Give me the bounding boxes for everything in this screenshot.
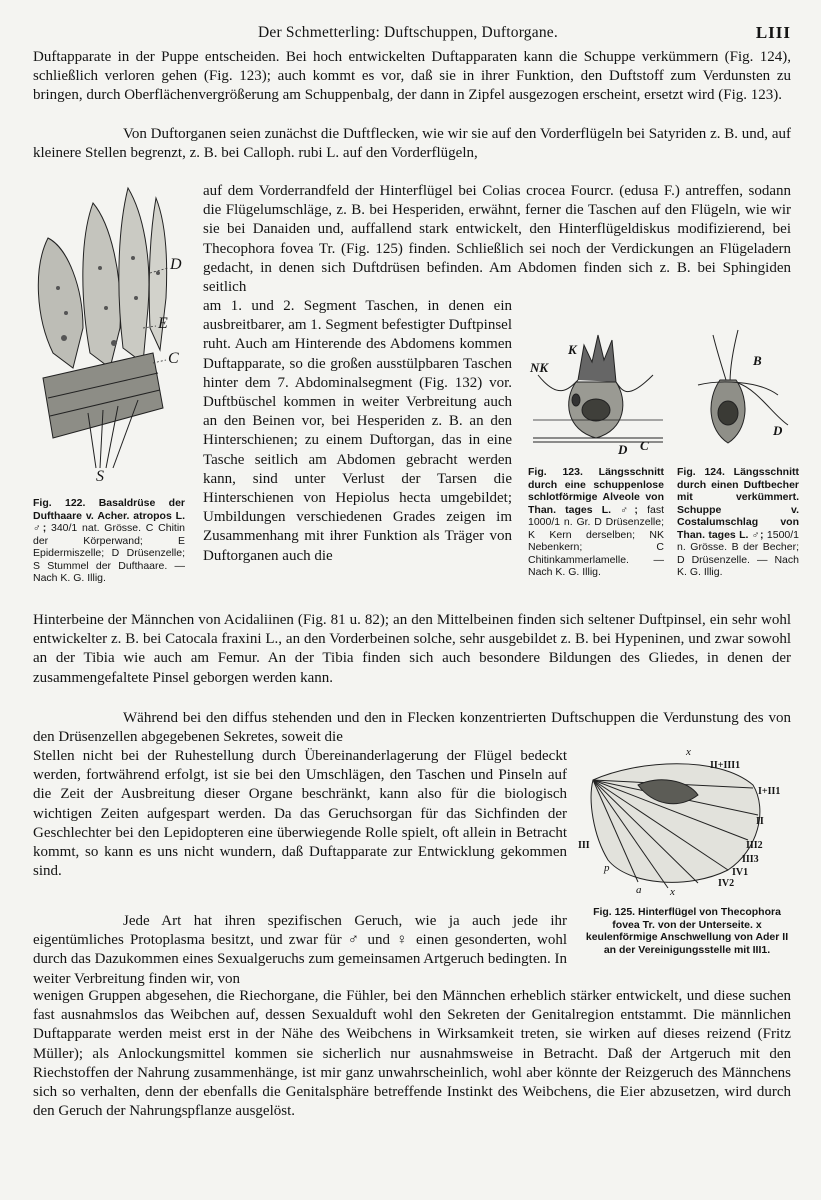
figure-125-label-x-top: x (686, 746, 691, 758)
figure-122-drawing (28, 178, 198, 488)
figure-125-label-ii-iii1: II+III1 (710, 760, 741, 771)
figure-125-label-iii: III (578, 840, 590, 851)
figure-124-caption (677, 466, 799, 579)
figure-123-caption (528, 466, 664, 579)
paragraph-3-narrow-text: Stellen nicht bei der Ruhestellung durch Übereinanderlagerung der Flügel bedeckt werden, fortwährend erfolgt, ist sie bei den Umschlägen, den Taschen und Pinseln auf die Zeit der Ausbreitung dieser Organe beschränkt, kann also für die biologisch wichtigen Zeiten aufgespart werden. Da das Geruchsorgan für das Sichfinden der Geschlechter bei den Lepidopteren eine überwiegende Rolle spielt, oft allein in Betracht kommt, so kann es uns nicht wundern, daß Duftapparate zur Entwicklung gekommen sind. (33, 748, 567, 880)
paragraph-2-bottom-text: Hinterbeine der Männchen von Acidaliinen (Fig. 81 u. 82); an den Mittelbeinen finden sich seltener Duftpinsel, ein sehr wohl entwickelter z. B. bei Catocala fraxini L., an den Vorderbeinen solche, sehr ausgebildet z. B. bei Hypeninen, und zwar sowohl an der Tibia wie auch am Femur. An der Tibia finden sich auch besondere Bildungen des Gliedes, in denen der zusammengefaltete Pinsel geborgen werden kann. (33, 612, 791, 686)
figure-124-label-d: D (773, 423, 783, 438)
figure-122-label-s: S (96, 468, 104, 485)
figure-122 (28, 178, 198, 488)
figure-123-label-c: C (640, 438, 649, 453)
paragraph-3-top-text: Während bei den diffus stehenden und den in Flecken konzentrierten Duftschuppen die Verdunstung des von den Drüsenzellen abgegebenen Sekretes, soweit die (33, 710, 791, 746)
figure-124 (678, 325, 798, 460)
figure-125-label-iv2: IV2 (718, 878, 735, 889)
paragraph-3-narrow (33, 747, 567, 881)
figure-122-caption (33, 497, 185, 585)
figure-125-label-x-bottom: x (670, 886, 675, 898)
paragraph-4-bottom-text: wenigen Gruppen abgesehen, die Riechorgane, die Fühler, bei den Männchen erheblich stärker entwickelt, und diese suchen fast ausnahmslos das Weibchen auf, dessen Sexualduft wohl den Sekreten der Genitalregion entstammt. Die männlichen Duftapparate werden meist erst in der Nähe des Weibchens in Wirksamkeit treten, sie wirken auf dieses reizend (Fritz Müller); als Anlockungsmittel kommen sie sicherlich nur ausnahmsweise in Betracht. Daß der Artgeruch mit den Riechstoffen der Nahrung zusammenhänge, ist mir ganz unwahrscheinlich, wohl aber könnte der Reizgeruch des Männchens sich so verhalten, denn der ebenfalls die Genitalsphäre betreffende Instinkt des Weibchens, die Eier abzusetzen, wird durch den Geruch der Nahrungspflanze ausgelöst. (33, 988, 791, 1120)
figure-123-label-d: D (618, 442, 628, 457)
figure-122-caption-label: Fig. 122. Basaldrüse der Dufthaare v. Acher. atropos L. ♂; (33, 497, 185, 534)
paragraph-2-narrow (203, 297, 512, 566)
paragraph-2-mid-text: auf dem Vorderrandfeld der Hinterflügel bei Colias crocea Fourcr. (edusa F.) antreffen, sodann die Flügelumschläge, z. B. bei Hesperiden, erwähnt, ferner die Taschen auf den Flügeln, wie wir sie bei Danaiden und, auffallend stark entwickelt, den Hinterflügeldiskus modifizierend, bei Thecophora fovea Tr. (Fig. 125) finden. Schließlich sei noch der Verdickungen an Flügeladern gedacht, in denen sich Duftdrüsen befinden. Am Abdomen finden sich z. B. bei Sphingiden seitlich (203, 183, 791, 296)
figure-125-label-iii2: III2 (746, 840, 763, 851)
paragraph-2-narrow-text: am 1. und 2. Segment Taschen, in denen ein ausbreitbarer, am 1. Segment befestigter Duftpinsel ruht. Auch am Hinterende des Abdomens kommen Duftapparate, so die großen ausstülpbaren Taschen hinter dem 7. Abdominalsegment (Fig. 132) vor. Duftbüschel kommen in weiter Verbreitung auch an den Beinen vor, bei Hesperiden z. B. an den Hinterschienen; zu einem Duftorgan, das in eine Tasche seitlich am Abdomen gebracht werden kann, sind unter Verlust der Tarsen die Hinterschienen von Hepiolus hecta umgebildet; Umbildungen verschiedenen Grades zeigen im Zusammenhang mit ihrer Funktion als Träger von Duftorganen auch die (203, 298, 512, 564)
paragraph-1-text: Duftapparate in der Puppe entscheiden. Bei hoch entwickelten Duftapparaten kann die Schuppe verkümmern (Fig. 124), schließlich verloren gehen (Fig. 123); auch kommt es vor, daß sie in ihrer Funktion, den Duftstoff zum Verdunsten zu bringen, durch Oberflächenvergrößerung am Schuppenbalg, der dann in Zipfel ausgezogen erscheint, ersetzt wird (Fig. 123). (33, 49, 791, 104)
figure-125-label-a: a (636, 884, 642, 896)
figure-125-label-i-ii1: I+II1 (758, 786, 781, 797)
paragraph-2-bottom (33, 611, 791, 688)
paragraph-1 (33, 48, 791, 106)
paragraph-4-narrow-text: Jede Art hat ihren spezifischen Geruch, wie ja auch jede ihr eigentümliches Protoplasma besitzt, und zwar für ♂ und ♀ einen gesonderten, wohl durch das Dazukommen eines Sexualgeruchs zum gemeinsamen Artgeruch bedingten. In weiter Verbreitung finden wir, von (33, 913, 568, 987)
figure-125-caption-label: Fig. 125. Hinterflügel von Thecophora fovea Tr. von der Unterseite. (593, 906, 781, 931)
running-head: Der Schmetterling: Duftschuppen, Duftorgane. (258, 24, 558, 41)
figure-124-caption-rest: 1500/1 n. Grösse. B der Becher; D Drüsenzelle. — Nach K. G. Illig. (677, 528, 800, 578)
figure-125-label-p: p (604, 862, 610, 874)
figure-125 (578, 740, 798, 900)
figure-122-label-e: E (158, 315, 168, 332)
figure-123-label-k: K (568, 342, 577, 357)
paragraph-2-mid (203, 182, 791, 297)
paragraph-2-top (33, 125, 791, 163)
page-header (0, 20, 821, 50)
figure-124-drawing (678, 325, 798, 460)
figure-125-caption-rest: x keulenförmige Anschwellung von Ader II an der Vereinigungsstelle mit III1. (585, 918, 789, 956)
paragraph-4-bottom (33, 987, 791, 1121)
figure-124-label-b: B (753, 353, 762, 368)
figure-122-label-d: D (170, 256, 182, 273)
figure-125-drawing (578, 740, 798, 900)
figure-123-label-nk: NK (530, 360, 549, 375)
page-number: LIII (755, 23, 791, 42)
figure-124-caption-label: Fig. 124. Längsschnitt durch einen Duftbecher mit verkümmert. Schuppe v. Costalumschlag von Than. tages L. ♂; (677, 466, 799, 541)
figure-125-caption (582, 906, 792, 956)
figure-123-caption-label: Fig. 123. Längsschnitt durch eine schuppenlose schlotförmige Alveole von Than. tages L. ♂; (528, 466, 664, 516)
figure-125-label-iv1: IV1 (732, 867, 749, 878)
figure-123-caption-rest: fast 1000/1 n. Gr. D Drüsenzelle; K Kern derselben; NK Nebenkern; C Chitinkammerlamelle. — Nach K. G. Illig. (528, 503, 664, 578)
figure-122-label-c: C (168, 350, 179, 367)
figure-125-label-iii3: III3 (742, 854, 759, 865)
figure-125-label-ii: II (756, 816, 764, 827)
paragraph-2-top-text: Von Duftorganen seien zunächst die Duftflecken, wie wir sie auf den Vorderflügeln bei Satyriden z. B. und, auf kleinere Stellen begrenzt, z. B. bei Calloph. rubi L. auf den Vorderflügeln, (33, 126, 791, 162)
figure-122-caption-rest: 340/1 nat. Grösse. C Chitin der Körperwand; E Epidermiszelle; D Drüsenzelle; S Stummel der Dufthaare. — Nach K. G. Illig. (33, 522, 185, 584)
paragraph-4-narrow (33, 912, 567, 989)
figure-123 (528, 320, 668, 460)
